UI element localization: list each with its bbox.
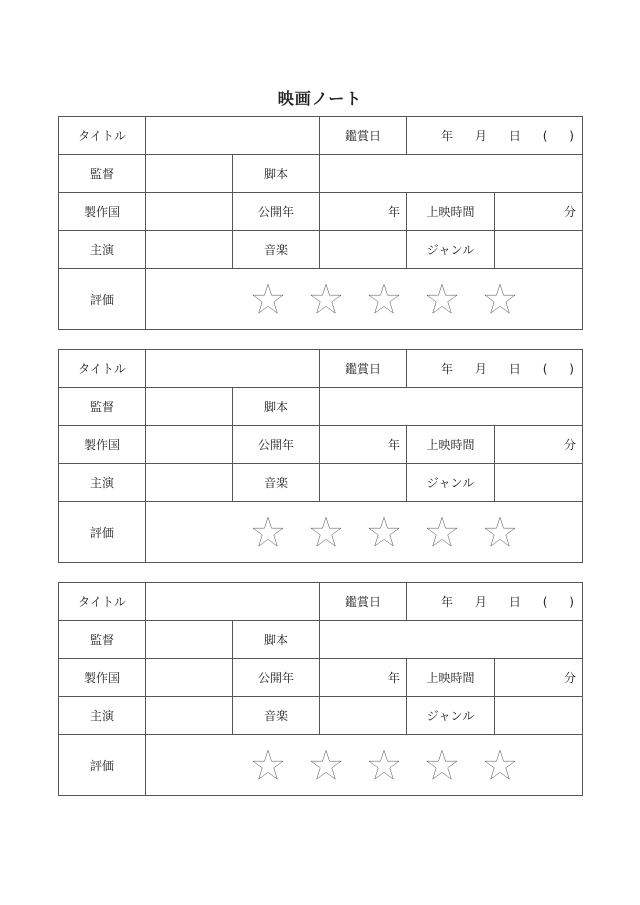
viewing-date-field[interactable] [407,583,583,621]
runtime-field[interactable] [495,426,583,464]
release-year-unit: 年 [387,205,400,219]
rating-label: 評価 [59,269,146,330]
cast-field[interactable] [146,464,233,502]
music-field[interactable] [320,697,407,735]
country-field[interactable] [146,426,233,464]
title-label: タイトル [59,583,146,621]
movie-entry-form [58,582,583,796]
screenplay-label: 脚本 [233,621,320,659]
cast-field[interactable] [146,697,233,735]
star-outline-icon[interactable] [368,749,400,781]
director-label: 監督 [59,155,146,193]
star-outline-icon[interactable] [310,283,342,315]
rating-stars[interactable] [146,749,582,781]
year-unit: 年 [441,129,454,143]
genre-label: ジャンル [407,231,495,269]
runtime-unit: 分 [564,671,577,685]
star-outline-icon[interactable] [252,749,284,781]
genre-field[interactable] [495,231,583,269]
weekday-paren-close: ) [569,128,574,143]
title-field[interactable] [146,583,320,621]
country-label: 製作国 [59,193,146,231]
star-outline-icon[interactable] [368,516,400,548]
movie-entry-form [58,116,583,330]
year-unit: 年 [441,362,454,376]
release-year-label: 公開年 [233,426,320,464]
screenplay-field[interactable] [320,621,583,659]
music-field[interactable] [320,464,407,502]
rating-field[interactable] [146,735,583,796]
star-outline-icon[interactable] [310,749,342,781]
runtime-label: 上映時間 [407,659,495,697]
star-outline-icon[interactable] [426,516,458,548]
month-unit: 月 [474,595,487,609]
screenplay-label: 脚本 [233,388,320,426]
viewing-date-label: 鑑賞日 [320,117,407,155]
runtime-field[interactable] [495,659,583,697]
viewing-date-field[interactable] [407,350,583,388]
country-field[interactable] [146,659,233,697]
star-outline-icon[interactable] [484,749,516,781]
screenplay-field[interactable] [320,388,583,426]
runtime-label: 上映時間 [407,193,495,231]
weekday-paren-open: ( [542,594,548,609]
rating-stars[interactable] [146,516,582,548]
music-label: 音楽 [233,231,320,269]
month-unit: 月 [474,362,487,376]
release-year-label: 公開年 [233,193,320,231]
viewing-date-label: 鑑賞日 [320,350,407,388]
star-outline-icon[interactable] [426,283,458,315]
year-unit: 年 [441,595,454,609]
music-field[interactable] [320,231,407,269]
director-field[interactable] [146,155,233,193]
cast-field[interactable] [146,231,233,269]
release-year-unit: 年 [387,438,400,452]
country-label: 製作国 [59,426,146,464]
screenplay-field[interactable] [320,155,583,193]
rating-field[interactable] [146,502,583,563]
day-unit: 日 [508,595,521,609]
release-year-label: 公開年 [233,659,320,697]
country-field[interactable] [146,193,233,231]
star-outline-icon[interactable] [484,283,516,315]
runtime-unit: 分 [564,205,577,219]
runtime-label: 上映時間 [407,426,495,464]
title-label: タイトル [59,350,146,388]
genre-label: ジャンル [407,697,495,735]
weekday-paren-close: ) [569,361,574,376]
music-label: 音楽 [233,464,320,502]
release-year-unit: 年 [387,671,400,685]
cast-label: 主演 [59,697,146,735]
runtime-field[interactable] [495,193,583,231]
page-title: 映画ノート [277,89,363,108]
rating-label: 評価 [59,502,146,563]
day-unit: 日 [508,129,521,143]
release-year-field[interactable] [320,659,407,697]
director-label: 監督 [59,621,146,659]
music-label: 音楽 [233,697,320,735]
star-outline-icon[interactable] [252,516,284,548]
director-field[interactable] [146,621,233,659]
title-label: タイトル [59,117,146,155]
rating-stars[interactable] [146,283,582,315]
country-label: 製作国 [59,659,146,697]
director-label: 監督 [59,388,146,426]
star-outline-icon[interactable] [368,283,400,315]
star-outline-icon[interactable] [426,749,458,781]
weekday-paren-close: ) [569,594,574,609]
screenplay-label: 脚本 [233,155,320,193]
director-field[interactable] [146,388,233,426]
cast-label: 主演 [59,231,146,269]
viewing-date-field[interactable] [407,117,583,155]
runtime-unit: 分 [564,438,577,452]
weekday-paren-open: ( [542,361,548,376]
rating-field[interactable] [146,269,583,330]
cast-label: 主演 [59,464,146,502]
month-unit: 月 [474,129,487,143]
weekday-paren-open: ( [542,128,548,143]
genre-field[interactable] [495,464,583,502]
rating-label: 評価 [59,735,146,796]
viewing-date-label: 鑑賞日 [320,583,407,621]
star-outline-icon[interactable] [484,516,516,548]
genre-field[interactable] [495,697,583,735]
movie-entry-form [58,349,583,563]
title-field[interactable] [146,350,320,388]
title-field[interactable] [146,117,320,155]
day-unit: 日 [508,362,521,376]
star-outline-icon[interactable] [310,516,342,548]
release-year-field[interactable] [320,193,407,231]
genre-label: ジャンル [407,464,495,502]
star-outline-icon[interactable] [252,283,284,315]
release-year-field[interactable] [320,426,407,464]
